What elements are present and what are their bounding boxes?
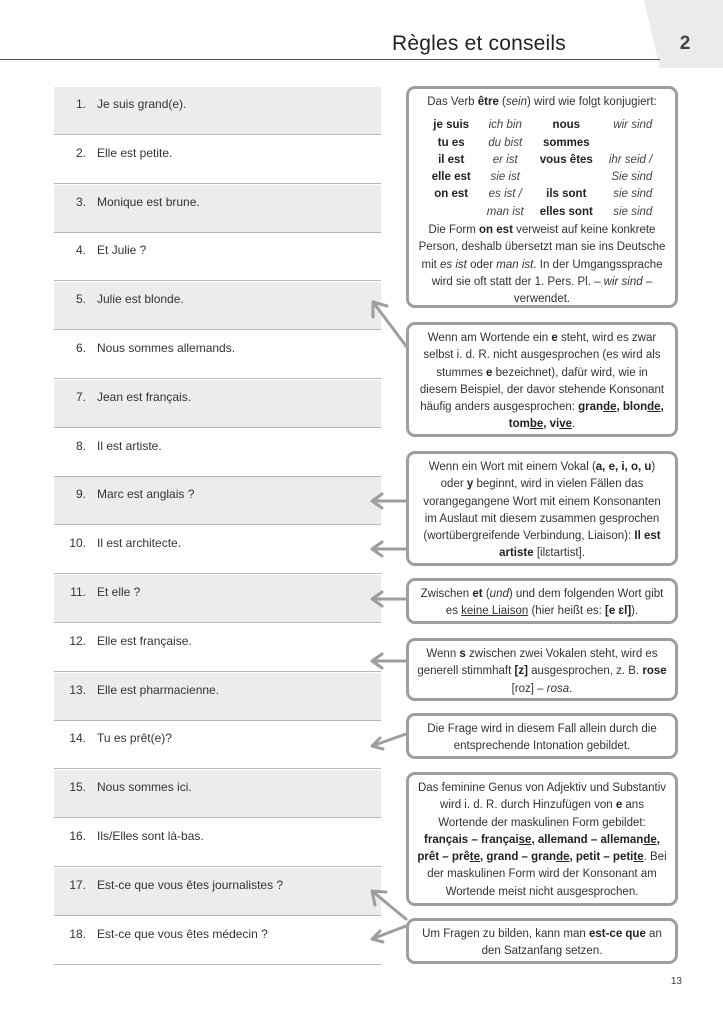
exercise-sentence: Ils/Elles sont là-bas. [97,829,204,843]
chapter-number: 2 [679,33,691,54]
exercise-sentence: Elle est pharmacienne. [97,682,220,697]
arrow-feminine [372,891,406,919]
tip-feminine: Das feminine Genus von Adjektiv und Substantiv wird i. d. R. durch Hinzufügen von e ans Wortende der maskulinen Form gebildet: français – française, allemand – allemande, prêt – prête, grand – grande, petit – petite. Bei der maskulinen Form wird der Konsonant am Wortende meist nicht ausgesprochen. [406,772,678,906]
exercise-number: 17. [69,877,86,892]
exercise-number: 11. [70,585,86,599]
exercise-number: 18. [69,926,86,941]
etre-intro: Das Verb être (sein) wird wie folgt konjugiert: [427,96,657,108]
exercise-sentence: Julie est blonde. [97,292,184,307]
exercise-number: 8. [75,438,86,453]
exercise-sentence: Jean est français. [97,389,192,404]
exercise-sentence: Elle est française. [97,633,192,648]
arrow-intonation [372,734,406,749]
exercise-sentence: Il est artiste. [97,438,162,453]
exercise-sentence: Et elle ? [97,585,141,599]
exercise-number: 15. [69,780,86,795]
exercise-sentence: Nous sommes allemands. [97,341,236,355]
exercise-sentence: Monique est brune. [97,194,200,209]
exercise-number: 2. [75,145,86,160]
exercise-sentence: Nous sommes ici. [97,780,192,795]
exercise-number: 6. [75,341,86,355]
exercise-number: 10. [69,536,86,551]
tip-s-voiced: Wenn s zwischen zwei Vokalen steht, wird es generell stimmhaft [z] ausgesprochen, z. B. rose [roz] – rosa. [406,638,678,701]
exercise-sentence: Tu es prêt(e)? [97,731,172,746]
arrow-est-ce-que [372,926,406,942]
tip-intonation: Die Frage wird in diesem Fall allein durch die entsprechende Intonation gebildet. [406,713,678,759]
exercise-number: 5. [75,292,86,307]
etre-conjugation-table: je suis ich bin nous wir sind tu es du bist sommes il est er ist vous êtes ihr seid / elle est sie ist Sie sind on est es ist / ils sont sie sind man ist elles sont sie sind [431,119,653,218]
exercise-number: 7. [75,389,86,404]
on-est-note: Die Form on est verweist auf keine konkrete Person, deshalb übersetzt man sie ins Deutsche mit es ist oder man ist. In der Umgangssprache wird sie oft statt der 1. Pers. Pl. – wir sind – verwendet. [418,224,666,306]
arrow-final-e [373,302,406,346]
arrow-liaison-9 [372,494,406,508]
exercise-sentence: Est-ce que vous êtes médecin ? [97,926,268,941]
exercise-number: 9. [75,487,86,502]
exercise-number: 3. [75,194,86,209]
exercise-sentence: Et Julie ? [97,243,147,258]
exercise-number: 16. [69,829,86,843]
arrow-no-liaison [372,592,406,606]
tip-est-ce-que: Um Fragen zu bilden, kann man est-ce que an den Satzanfang setzen. [406,918,678,964]
exercise-number: 1. [75,97,86,111]
arrow-liaison-10 [372,542,406,556]
tip-final-e: Wenn am Wortende ein e steht, wird es zwar selbst i. d. R. nicht ausgesprochen (es wird als stummes e bezeichnet), dafür wird, wie in diesem Beispiel, der davor stehende Konsonant häufig anders ausgesprochen: grande, blonde, tombe, vive. [406,322,678,437]
exercise-number: 13. [69,682,86,697]
exercise-number: 4. [75,243,86,258]
tip-etre-conjugation [406,86,678,308]
exercise-sentence: Marc est anglais ? [97,487,195,502]
arrow-s-voiced [372,654,406,668]
tip-no-liaison: Zwischen et (und) und dem folgenden Wort gibt es keine Liaison (hier heißt es: [e ɛl]). [406,578,678,624]
exercise-number: 12. [69,633,86,648]
exercise-sentence: Est-ce que vous êtes journalistes ? [97,877,284,892]
exercise-number: 14. [69,731,86,746]
exercise-sentence: Elle est petite. [97,145,173,160]
page-title: Règles et conseils [391,32,566,55]
exercise-sentence: Il est architecte. [97,536,182,551]
tip-liaison: Wenn ein Wort mit einem Vokal (a, e, i, o, u) oder y beginnt, wird in vielen Fällen das vorangegangene Wort mit einem Konsonanten im Auslaut mit diesem zusammen gesprochen (wortübergreifende Verbindung, Liaison): Il est artiste [ilɛtartist]. [406,451,678,566]
page-number: 13 [670,976,682,987]
exercise-sentence: Je suis grand(e). [97,97,187,111]
